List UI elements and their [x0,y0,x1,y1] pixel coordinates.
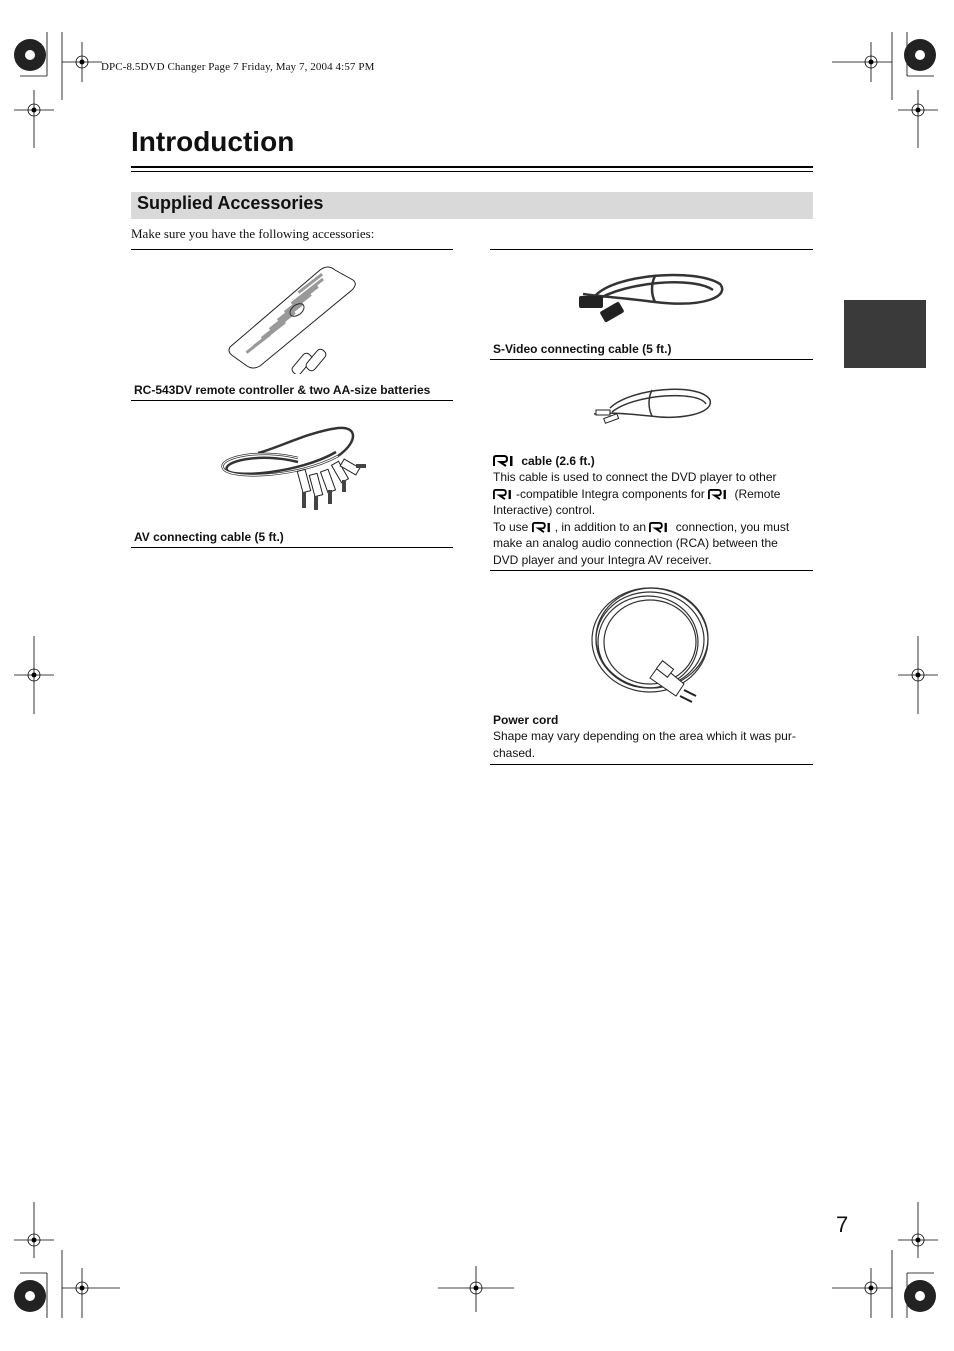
ri-logo-icon [649,522,671,533]
divider [131,547,453,548]
av-cable-label: AV connecting cable (5 ft.) [134,530,284,544]
chapter-tab [844,300,926,368]
power-desc-line: chased. [493,745,536,760]
power-desc-line: Shape may vary depending on the area which it was pur- [493,729,796,743]
divider [490,359,813,360]
divider [490,249,813,250]
intro-text: Make sure you have the following accessories: [131,226,375,241]
ri-logo-icon [532,522,554,533]
remote-controller-image [225,262,365,374]
power-cord-label: Power cord [493,713,559,727]
divider [131,400,453,401]
ri-cable-label-text: cable (2.6 ft.) [518,454,595,468]
divider [131,249,453,250]
title-rule [131,166,813,168]
ri-cable-label [493,454,595,468]
ri-desc-text: To use [493,519,532,534]
divider [490,764,813,765]
svideo-cable-image [575,266,727,334]
page-number: 7 [836,1212,849,1237]
ri-logo-icon [493,489,515,500]
ri-desc-line: Interactive) control. [493,503,596,517]
page-title: Introduction [131,126,295,157]
ri-logo-icon [493,455,517,467]
ri-desc-line: DVD player and your Integra AV receiver. [493,552,712,567]
ri-desc-text: -compatible Integra components for [516,486,709,501]
power-cord-description [493,728,811,761]
print-header: DPC-8.5DVD Changer Page 7 Friday, May 7, 2004 4:57 PM [101,61,375,73]
ri-desc-line: make an analog audio connection (RCA) between the [493,536,778,550]
ri-cable-description [493,469,811,568]
ri-desc-text: , in addition to an [554,519,650,534]
ri-desc-line [493,519,811,536]
ri-desc-text: (Remote [731,486,781,501]
ri-logo-icon [708,489,730,500]
divider [490,570,813,571]
section-title: Supplied Accessories [137,193,324,213]
ri-desc-text: connection, you must [672,519,790,534]
svideo-label: S-Video connecting cable (5 ft.) [493,342,672,356]
ri-desc-line: This cable is used to connect the DVD player to other [493,470,777,484]
av-cable-image [218,418,368,516]
title-rule-thin [131,171,813,172]
ri-cable-image [590,382,714,430]
ri-desc-line [493,486,811,503]
power-cord-image [588,584,712,706]
remote-label: RC-543DV remote controller & two AA-size batteries [134,383,431,397]
